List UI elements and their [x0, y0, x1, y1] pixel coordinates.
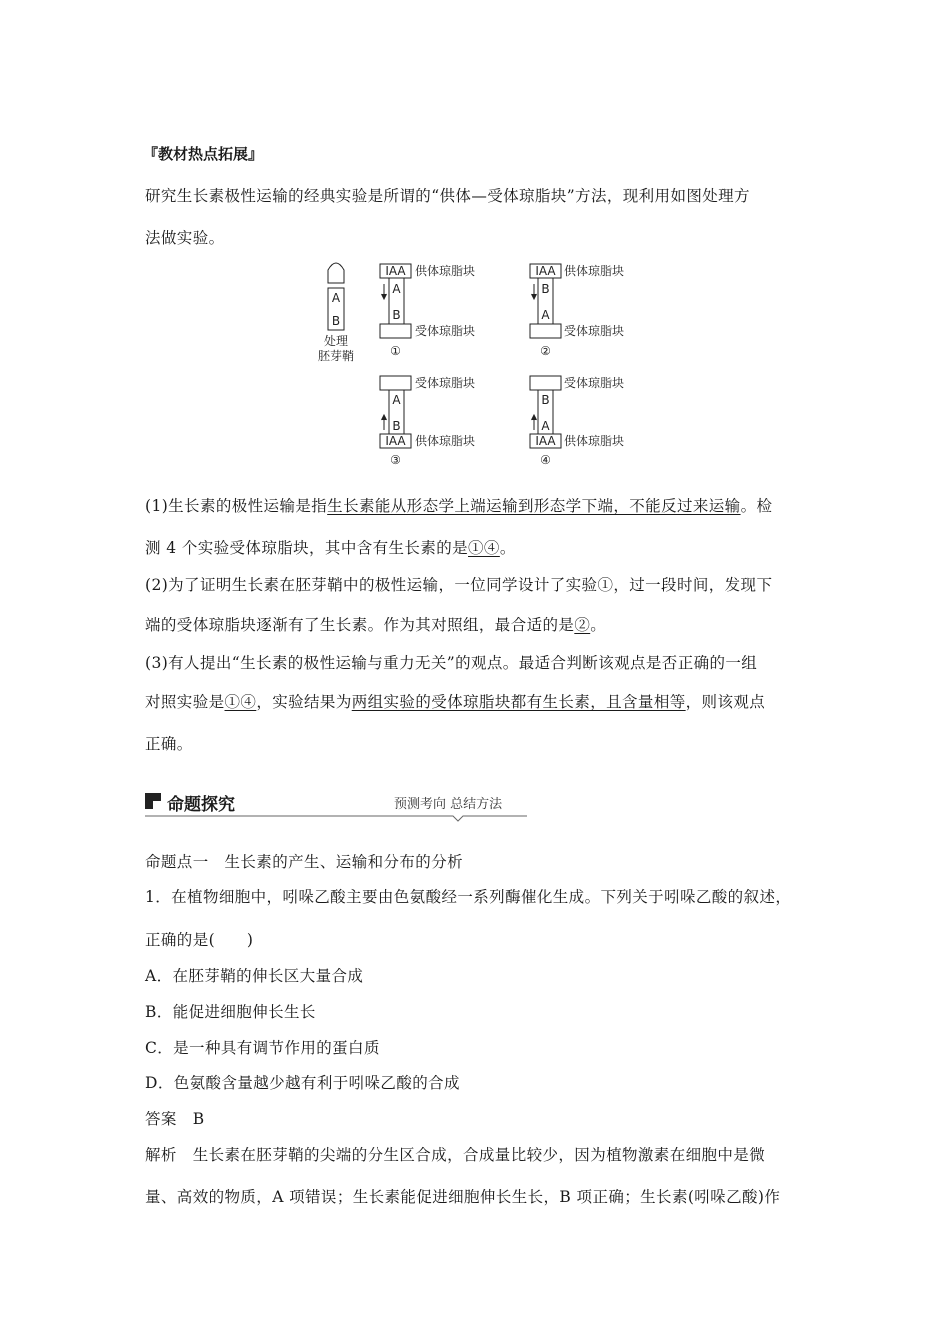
exp1-receptor-label: 受体琼脂块: [415, 324, 476, 338]
exp2-receptor-label: 受体琼脂块: [564, 324, 625, 338]
exp3-number: ③: [390, 453, 401, 467]
question1-option-c: C．是一种具有调节作用的蛋白质: [145, 1039, 380, 1057]
intro-line-1: 研究生长素极性运输的经典实验是所谓的“供体—受体琼脂块”方法，现利用如图处理方: [145, 187, 750, 205]
q3-line-3: 正确。: [145, 735, 193, 753]
section-subtitle: 预测考向 总结方法: [394, 797, 503, 812]
question1-analysis-1: 解析 生长素在胚芽鞘的尖端的分生区合成，合成量比较少，因为植物激素在细胞中是微: [145, 1146, 766, 1164]
q2-line-2: 端的受体琼脂块逐渐有了生长素。作为其对照组，最合适的是②。: [145, 616, 607, 634]
coleoptile-seg-b: B: [331, 314, 341, 328]
q3-line-2: 对照实验是①④，实验结果为两组实验的受体琼脂块都有生长素，且含量相等，则该观点: [145, 693, 766, 711]
q3-answer-1: ①④: [224, 693, 257, 711]
coleoptile-label-1: 处理: [323, 334, 349, 348]
exp2-donor-label: 供体琼脂块: [564, 264, 625, 278]
section-square-notch: [153, 801, 162, 809]
q1-answer: 生长素能从形态学上端运输到形态学下端，不能反过来运输: [327, 497, 741, 515]
exp1-number: ①: [390, 344, 401, 358]
q1-line-2: 测 4 个实验受体琼脂块，其中含有生长素的是①④。: [145, 539, 516, 557]
coleoptile-label-2: 胚芽鞘: [317, 349, 355, 363]
exp3-iaa: IAA: [385, 434, 406, 448]
exp1-iaa: IAA: [385, 264, 406, 278]
question1-stem-1: 1．在植物细胞中，吲哚乙酸主要由色氨酸经一系列酶催化生成。下列关于吲哚乙酸的叙述，: [145, 888, 792, 906]
exp2-seg-b: B: [541, 282, 550, 296]
exp1-seg-a: A: [392, 282, 401, 296]
exp3-donor-label: 供体琼脂块: [415, 434, 476, 448]
intro-line-2: 法做实验。: [145, 229, 225, 247]
question1-option-d: D．色氨酸含量越少越有利于吲哚乙酸的合成: [145, 1074, 460, 1092]
question1-analysis-2: 量、高效的物质，A 项错误；生长素能促进细胞伸长生长，B 项正确；生长素(吲哚乙酸)作: [145, 1188, 781, 1206]
section-title: 命题探究: [167, 795, 235, 815]
question1-stem-2: 正确的是( ): [145, 931, 254, 949]
question1-option-a: A．在胚芽鞘的伸长区大量合成: [145, 967, 364, 985]
q1-line-1: (1)生长素的极性运输是指生长素能从形态学上端运输到形态学下端，不能反过来运输。检: [145, 497, 773, 515]
q2-answer: ②: [574, 616, 591, 634]
question1-option-b: B．能促进细胞伸长生长: [145, 1003, 316, 1021]
exp2-iaa: IAA: [535, 264, 556, 278]
coleoptile-seg-a: A: [331, 291, 341, 305]
exp4-receptor-label: 受体琼脂块: [564, 376, 625, 390]
experiment-figure: [300, 258, 650, 473]
q2-line-1: (2)为了证明生长素在胚芽鞘中的极性运输，一位同学设计了实验①，过一段时间，发现下: [145, 576, 773, 594]
exp2-seg-a: A: [541, 308, 550, 322]
q3-answer-2: 两组实验的受体琼脂块都有生长素，且含量相等: [351, 693, 686, 711]
extension-heading: 『教材热点拓展』: [143, 145, 264, 163]
exp1-seg-b: B: [392, 308, 401, 322]
q3-line-1: (3)有人提出“生长素的极性运输与重力无关”的观点。最适合判断该观点是否正确的一组: [145, 654, 758, 672]
exp4-donor-label: 供体琼脂块: [564, 434, 625, 448]
exp2-number: ②: [540, 344, 551, 358]
exp4-seg-a: A: [541, 419, 550, 433]
question1-answer: 答案 B: [145, 1110, 205, 1128]
exp1-donor-label: 供体琼脂块: [415, 264, 476, 278]
topic-heading: 命题点一 生长素的产生、运输和分布的分析: [145, 853, 464, 871]
exp4-seg-b: B: [541, 393, 550, 407]
exp4-number: ④: [540, 453, 551, 467]
exp3-receptor-label: 受体琼脂块: [415, 376, 476, 390]
exp3-seg-a: A: [392, 393, 401, 407]
exp4-iaa: IAA: [535, 434, 556, 448]
exp3-seg-b: B: [392, 419, 401, 433]
q1-answer-2: ①④: [468, 539, 500, 557]
section-underline: [145, 812, 527, 822]
